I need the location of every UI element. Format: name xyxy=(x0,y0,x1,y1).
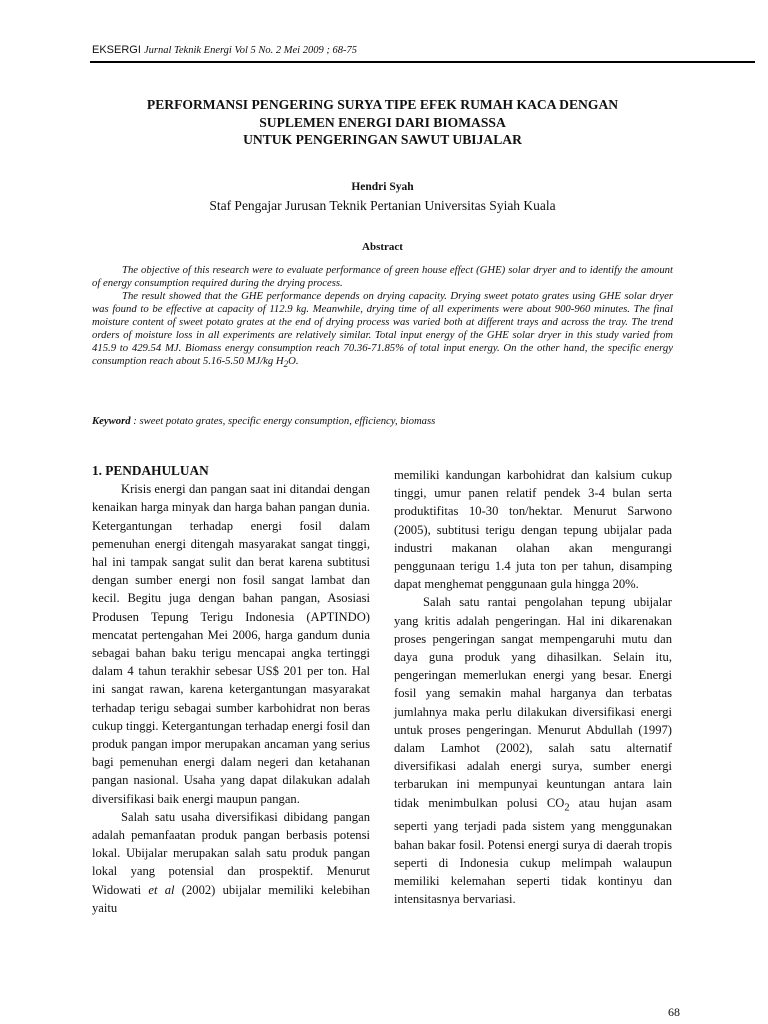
journal-citation: Jurnal Teknik Energi Vol 5 No. 2 Mei 2009 ; 68-75 xyxy=(143,45,357,56)
keywords-label: Keyword xyxy=(92,415,131,427)
abstract-heading: Abstract xyxy=(362,241,403,253)
title-line-2: SUPLEMEN ENERGI DARI BIOMASSA xyxy=(259,114,506,130)
body-paragraph-4: Salah satu rantai pengolahan tepung ubijalar yang kritis adalah pengeringan. Hal ini dikarenakan proses pengeringan sangat mempengaruhi mutu dan daya guna produk yang dihasilkan. Selain itu, pengeringan memerlukan energi yang besar. Energi fosil yang semakin mahal harganya dan terbatas jumlahnya maka perlu dilakukan diversifikasi energi untuk proses pengeringan. Menurut Abdullah (1997) dalam Lamhot (2002), salah satu alternatif diversifikasi adalah energi surya, sumber energi terbarukan ini mempunyai keuntungan antara lain tidak menimbulkan polusi $CO_2$ atau hujan asam seperti yang terjadi pada sistem yang menggunakan bahan bakar fosil. Potensi energi surya di daerah tropis seperti di Indonesia cukup melimpah walaupun memiliki kelemahan seperti tidak kontinyu dan intensitasnya bervariasi. xyxy=(394,595,673,907)
title-line-1: PERFORMANSI PENGERING SURYA TIPE EFEK RUMAH KACA DENGAN xyxy=(146,97,619,112)
running-header xyxy=(92,44,692,56)
page-number: 68 xyxy=(668,1005,680,1019)
author-name: Hendri Syah xyxy=(351,181,414,193)
section-heading: 1. PENDAHULUAN xyxy=(92,463,209,478)
body-paragraph-1: Krisis energi dan pangan saat ini ditandai dengan kenaikan harga minyak dan harga bahan pangan dunia. Ketergantungan terhadap energi fosil dalam pemenuhan energi ditengah masyarakat sangat tinggi, hal ini tampak sangat sulit dan berat karena subtitusi dengan sumber energi non fosil sangat lambat dan kecil. Begitu juga dengan bahan pangan, Asosiasi Produsen Tepung Terigu Indonesia (APTINDO) mencatat pertengahan Mei 2006, harga gandum dunia sebagai bahan baku terigu mencapai angka tertinggi dalam 4 tahun terakhir sebesar US$ 201 per ton. Hal ini sangat rawan, karena ketergantungan masyarakat terhadap terigu sebagai sumber karbohidrat non beras cukup tinggi. Ketergantungan terhadap energi fosil dan produk pangan impor merupakan ancaman yang serius bagi pemenuhan energi dalam negeri dan ketahanan pangan nasional. Usaha yang dapat dilakukan adalah diversifikasi baik energi maupun pangan. xyxy=(92,482,370,806)
abstract-paragraph-1: The objective of this research were to evaluate performance of green house effect (GHE) solar dryer and to identify the amount of energy consumption required during the drying process. xyxy=(92,264,673,289)
body-paragraph-3: memiliki kandungan karbohidrat dan kalsium cukup tinggi, umur panen relatif pendek 3-4 bulan serta produktifitas 10-30 ton/hektar. Menurut Sarwono (2005), subtitusi terigu dengan tepung ubijalar pada industri makanan olahan akan mengurangi penggunaan terigu 1.4 juta ton per tahun, disamping dapat menghemat penggunaan gula hingga 20%. xyxy=(394,468,672,592)
title-line-3: UNTUK PENGERINGAN SAWUT UBIJALAR xyxy=(243,132,522,147)
body-paragraph-2: Salah satu usaha diversifikasi dibidang pangan adalah pemanfaatan produk pangan berbasis potensi lokal. Ubijalar merupakan salah satu produk pangan lokal yang potensial dan prospektif. Menurut Widowati et al (2002) ubijalar memiliki kelebihan yaitu xyxy=(92,809,370,915)
column-right xyxy=(394,466,672,908)
abstract-body xyxy=(92,264,673,371)
header-rule xyxy=(90,61,755,63)
abstract-paragraph-2: The result showed that the GHE performance depends on drying capacity. Drying sweet potato grates using GHE solar dryer was found to be effective at capacity of 112.9 kg. Meanwhile, drying time of all experiments were about 900-960 minutes. The final moisture content of sweet potato grates at the end of drying process was varied both at different trays and across the tray. The trend orders of moisture loss in all experiments are relatively similar. Total input energy of the GHE solar dryer in this study varied from 415.9 to 429.54 MJ. Biomass energy consumption reach 70.36-71.85% of total input energy. On the other hand, the specific energy consumption reach about 5.16-5.50 MJ/kg $H_2O$. xyxy=(92,290,673,370)
keywords xyxy=(92,415,673,427)
column-left xyxy=(92,462,370,917)
journal-prefix: EKSERGI xyxy=(92,44,141,56)
author-affiliation: Staf Pengajar Jurusan Teknik Pertanian Universitas Syiah Kuala xyxy=(209,198,556,213)
paper-title xyxy=(90,96,675,149)
keywords-text: : sweet potato grates, specific energy consumption, efficiency, biomass xyxy=(130,415,436,427)
